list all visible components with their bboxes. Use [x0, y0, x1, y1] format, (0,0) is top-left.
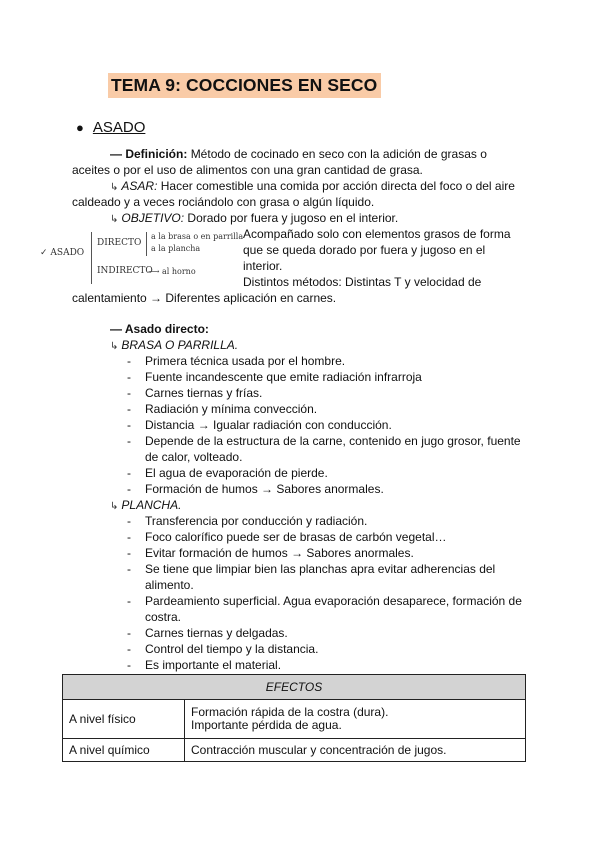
table-cell-value: [185, 739, 526, 762]
plancha-heading: [110, 498, 181, 514]
brasa-heading: [110, 338, 238, 354]
section-heading-label: ASADO: [92, 119, 146, 136]
effects-table: [62, 674, 526, 762]
list-item: - Formación de humos → Sabores anormales.: [127, 481, 521, 497]
diagram-note-4: Distintos métodos: Distintas T y velocidad de: [243, 275, 482, 289]
asado-directo-heading: — Asado directo:: [110, 322, 209, 336]
section-heading-asado: [76, 119, 145, 136]
diagram-indirecto: INDIRECTO: [97, 266, 153, 276]
asar-line-1: [110, 179, 515, 195]
diagram-bracket: [91, 232, 92, 284]
diagram-horno: ⟶ al horno: [148, 267, 196, 276]
asar-text-1: Hacer comestible una comida por acción directa del foco o del aire: [160, 179, 515, 193]
definition-label: — Definición:: [110, 147, 188, 161]
list-item: - Depende de la estructura de la carne, contenido en jugo grosor, fuente: [127, 433, 521, 449]
list-item: - Se tiene que limpiar bien las planchas apra evitar adherencias del: [127, 561, 522, 577]
objetivo-text: Dorado por fuera y jugoso en el interior.: [187, 211, 399, 225]
diagram-plancha: a la plancha: [151, 244, 201, 253]
asar-line-2: caldeado y a veces rociándolo con grasa o algún líquido.: [72, 195, 375, 209]
plancha-list: [127, 513, 522, 673]
list-item: - Es importante el material.: [127, 657, 522, 673]
definition-text-1: Método de cocinado en seco con la adición de grasas o: [190, 147, 487, 161]
list-item: - Carnes tiernas y delgadas.: [127, 625, 522, 641]
table-row: [63, 700, 526, 739]
table-cell-line: Importante pérdida de agua.: [191, 718, 342, 732]
asado-diagram: [40, 228, 244, 286]
table-row: [63, 739, 526, 762]
list-item: - Control del tiempo y la distancia.: [127, 641, 522, 657]
plancha-label: PLANCHA.: [121, 498, 182, 512]
brasa-label: BRASA O PARRILLA.: [121, 338, 239, 352]
objetivo-label: OBJETIVO:: [121, 211, 185, 225]
list-item-continuation: costra.: [145, 610, 182, 624]
list-item: - Pardeamiento superficial. Agua evaporación desaparece, formación de: [127, 593, 522, 609]
table-cell-label: A nivel físico: [63, 700, 185, 739]
table-cell-value: [185, 700, 526, 739]
bullet-icon: ●: [76, 120, 84, 135]
objetivo-line: [110, 211, 398, 227]
list-item: - Evitar formación de humos → Sabores anormales.: [127, 545, 522, 561]
asar-label: ASAR:: [121, 179, 158, 193]
diagram-note-3: interior.: [243, 259, 283, 273]
brasa-list: [127, 353, 521, 497]
list-item: - Foco calorífico puede ser de brasas de carbón vegetal…: [127, 529, 522, 545]
list-item: - El agua de evaporación de pierde.: [127, 465, 521, 481]
list-item: - Primera técnica usada por el hombre.: [127, 353, 521, 369]
definition-line-2: aceites o por el uso de alimentos con una gran cantidad de grasa.: [72, 163, 423, 177]
diagram-note-end: calentamiento → Diferentes aplicación en carnes.: [72, 291, 337, 305]
list-item: - Fuente incandescente que emite radiación infrarroja: [127, 369, 521, 385]
list-item-continuation: de calor, volteado.: [145, 450, 243, 464]
table-cell-line: Contracción muscular y concentración de jugos.: [191, 742, 447, 757]
sub-arrow-icon: ↳: [110, 214, 119, 225]
table-cell-line: Formación rápida de la costra (dura).: [191, 705, 389, 719]
list-item: - Radiación y mínima convección.: [127, 401, 521, 417]
list-item: - Transferencia por conducción y radiación.: [127, 513, 522, 529]
definition-line-1: [110, 147, 487, 162]
diagram-note-2: que se queda dorado por fuera y jugoso en el: [243, 243, 486, 257]
table-cell-label: A nivel químico: [63, 739, 185, 762]
diagram-parrilla: a la brasa o en parrilla: [151, 232, 244, 241]
diagram-sub-bracket: [146, 232, 147, 256]
diagram-root: ✓ ASADO: [40, 248, 85, 258]
sub-arrow-icon: ↳: [110, 501, 119, 512]
sub-arrow-icon: ↳: [110, 182, 119, 193]
list-item: - Carnes tiernas y frías.: [127, 385, 521, 401]
diagram-directo: DIRECTO: [97, 238, 142, 248]
effects-table-header: EFECTOS: [63, 675, 526, 700]
list-item-continuation: alimento.: [145, 578, 194, 592]
list-item: - Distancia → Igualar radiación con conducción.: [127, 417, 521, 433]
page-title: TEMA 9: COCCIONES EN SECO: [108, 73, 381, 98]
diagram-note-1: Acompañado solo con elementos grasos de forma: [243, 227, 511, 241]
sub-arrow-icon: ↳: [110, 341, 119, 352]
